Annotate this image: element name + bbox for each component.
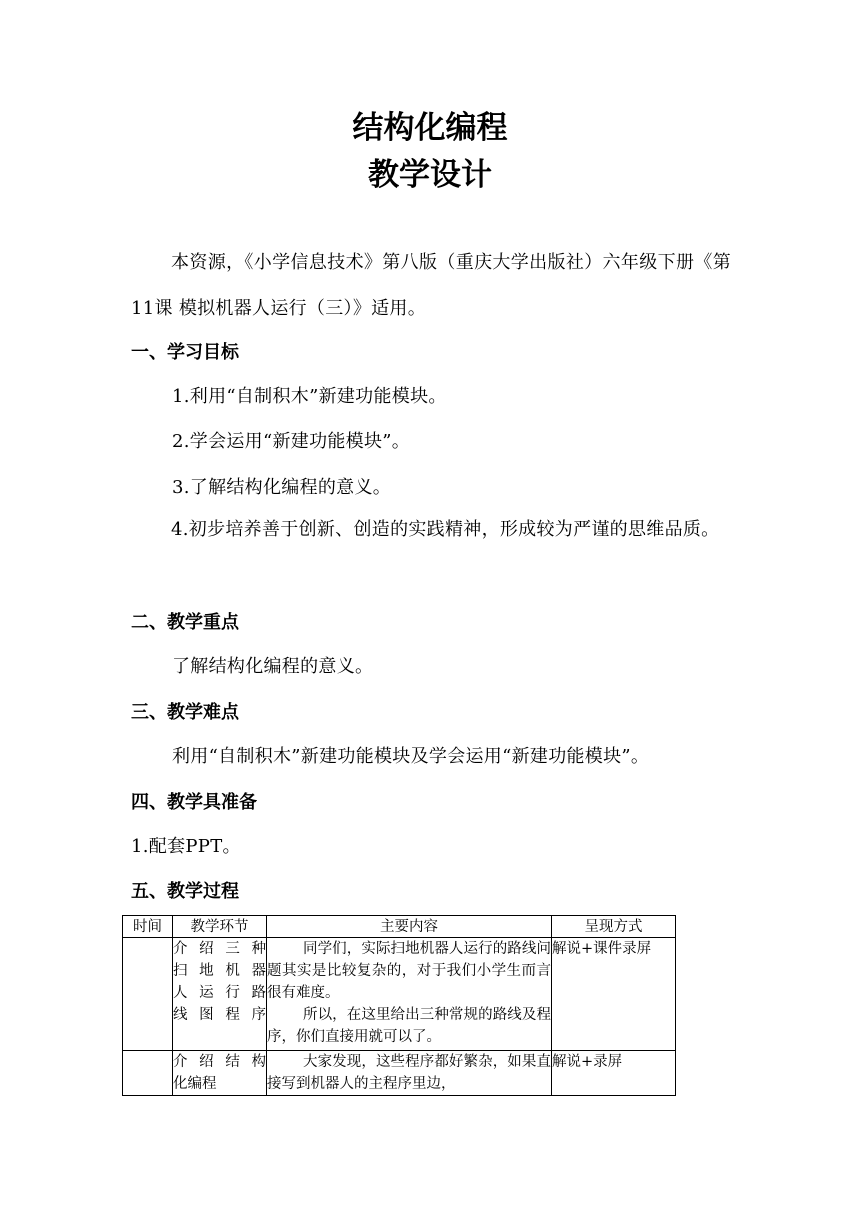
section-heading-process: 五、教学过程 <box>131 881 239 902</box>
stage-line: 扫地机器 <box>173 963 266 979</box>
document-subtitle: 教学设计 <box>368 157 492 193</box>
document-title: 结构化编程 <box>352 110 508 146</box>
cell-mode: 解说+录屏 <box>552 1051 676 1096</box>
key-points-text: 了解结构化编程的意义。 <box>172 656 374 677</box>
cell-time <box>123 1051 173 1096</box>
table-header-row <box>123 916 676 938</box>
cell-mode: 解说+课件录屏 <box>552 938 676 1051</box>
cell-stage <box>173 1051 267 1096</box>
table-row <box>123 1051 676 1096</box>
stage-line: 线图程序 <box>173 1007 266 1023</box>
section-heading-key-points: 二、教学重点 <box>131 612 239 633</box>
objective-item: 2.学会运用“新建功能模块”。 <box>172 431 411 452</box>
section-heading-materials: 四、教学具准备 <box>131 792 257 813</box>
stage-line: 人运行路 <box>173 985 266 1001</box>
header-stage: 教学环节 <box>173 916 267 938</box>
stage-line: 介绍三种 <box>173 941 266 957</box>
content-paragraph: 大家发现，这些程序都好繁杂，如果直接写到机器人的主程序里边， <box>267 1054 551 1092</box>
header-content: 主要内容 <box>267 916 552 938</box>
cell-stage <box>173 938 267 1051</box>
section-heading-objectives: 一、学习目标 <box>131 342 239 363</box>
intro-paragraph: 本资源，《小学信息技术》第八版（重庆大学出版社）六年级下册《第11课 模拟机器人运行（三）》适用。 <box>131 252 731 319</box>
cell-content <box>267 938 552 1051</box>
section-heading-difficulties: 三、教学难点 <box>131 702 239 723</box>
teaching-process-table <box>122 915 676 1096</box>
table-row <box>123 938 676 1051</box>
stage-line: 介绍结构 <box>173 1054 266 1070</box>
header-mode: 呈现方式 <box>552 916 676 938</box>
content-paragraph: 所以，在这里给出三种常规的路线及程序，你们直接用就可以了。 <box>267 1007 551 1045</box>
cell-content <box>267 1051 552 1096</box>
objective-item: 4.初步培养善于创新、创造的实践精神，形成较为严谨的思维品质。 <box>171 519 720 540</box>
header-time: 时间 <box>123 916 173 938</box>
materials-text: 1.配套PPT。 <box>131 836 241 857</box>
content-paragraph: 同学们，实际扫地机器人运行的路线问题其实是比较复杂的，对于我们小学生而言很有难度。 <box>267 941 551 1001</box>
stage-line: 化编程 <box>173 1076 217 1092</box>
objective-item: 1.利用“自制积木”新建功能模块。 <box>172 386 447 407</box>
cell-time <box>123 938 173 1051</box>
objective-item: 3.了解结构化编程的意义。 <box>172 477 392 498</box>
difficulties-text: 利用“自制积木”新建功能模块及学会运用“新建功能模块”。 <box>172 746 650 767</box>
